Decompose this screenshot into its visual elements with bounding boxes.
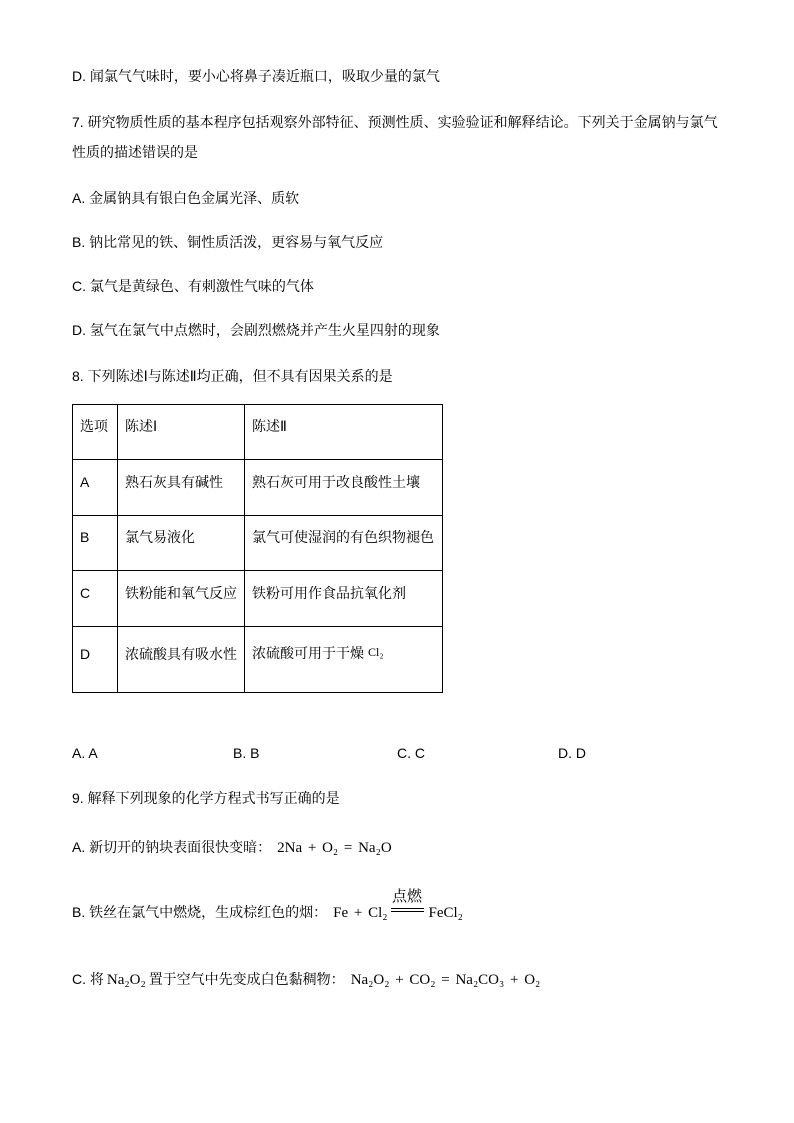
q9-option-b-products: FeCl₂ [428,905,463,921]
table-row [73,627,443,693]
q7-option-a: A. 金属钠具有银白色金属光泽、质软 [72,190,300,206]
row-statement-1: 浓硫酸具有吸水性 [118,627,245,693]
q9-option-b-reaction-arrow [391,888,424,922]
row-statement-1: 氯气易液化 [118,516,245,571]
q9-option-c-text-before: C. 将 [72,971,104,987]
q8-option-c: C. C [397,745,425,761]
table-row [73,571,443,627]
q9-option-b [72,888,463,923]
row-statement-2: 铁粉可用作食品抗氧化剂 [245,571,443,627]
row-statement-1: 熟石灰具有碱性 [118,460,245,516]
row-option: D [73,627,118,693]
q9-option-a-equation: 2Na + O₂ = Na₂O [277,840,392,856]
row-statement-2: 氯气可使湿润的有色织物褪色 [245,516,443,571]
q9-option-c-text-after: 置于空气中先变成白色黏稠物： [148,971,345,987]
q9-stem: 9. 解释下列现象的化学方程式书写正确的是 [72,790,340,806]
q9-option-c-equation: Na₂O₂ + CO₂ = Na₂CO₃ + O₂ [350,972,541,988]
row-option: B [73,516,118,571]
row-option: A [73,460,118,516]
double-line-equals-sign [391,908,424,912]
q9-option-a-text: A. 新切开的钠块表面很快变暗： [72,839,272,855]
row-statement-2 [245,627,443,693]
q8-option-b: B. B [233,745,260,761]
q9-option-b-condition: 点燃 [391,888,422,905]
row-statement-1: 铁粉能和氧气反应 [118,571,245,627]
previous-question-option-d: D. 闻氯气气味时，要小心将鼻子凑近瓶口，吸取少量的氯气 [72,68,440,84]
row-statement-2-text: 浓硫酸可用于干燥 [252,645,364,661]
header-statement-2: 陈述Ⅱ [245,405,443,460]
row-option: C [73,571,118,627]
header-option: 选项 [73,405,118,460]
header-statement-1: 陈述Ⅰ [118,405,245,460]
q7-option-d: D. 氢气在氯气中点燃时，会剧烈燃烧并产生火星四射的现象 [72,322,440,338]
table-row [73,460,443,516]
q7-option-b: B. 钠比常见的铁、铜性质活泼，更容易与氧气反应 [72,234,384,250]
q9-option-b-text: B. 铁丝在氯气中燃烧，生成棕红色的烟： [72,904,328,920]
row-statement-2-formula: Cl₂ [368,645,384,659]
table-row [73,516,443,571]
q7-stem: 7. 研究物质性质的基本程序包括观察外部特征、预测性质、实验验证和解释结论。下列关于金属钠与氯气性质的描述错误的是 [72,114,718,160]
q8-option-d: D. D [558,745,586,761]
q9-option-c-formula: Na₂O₂ [106,972,146,988]
q9-option-a [72,837,392,858]
q9-option-c [72,969,540,990]
q8-option-a: A. A [72,745,98,761]
row-statement-2: 熟石灰可用于改良酸性土壤 [245,460,443,516]
q7-option-c: C. 氯气是黄绿色、有刺激性气味的气体 [72,278,314,294]
q8-stem: 8. 下列陈述Ⅰ与陈述Ⅱ均正确，但不具有因果关系的是 [72,368,393,384]
q9-option-b-reactants: Fe + Cl₂ [333,905,388,921]
q8-statement-table [72,404,443,693]
table-header-row [73,405,443,460]
